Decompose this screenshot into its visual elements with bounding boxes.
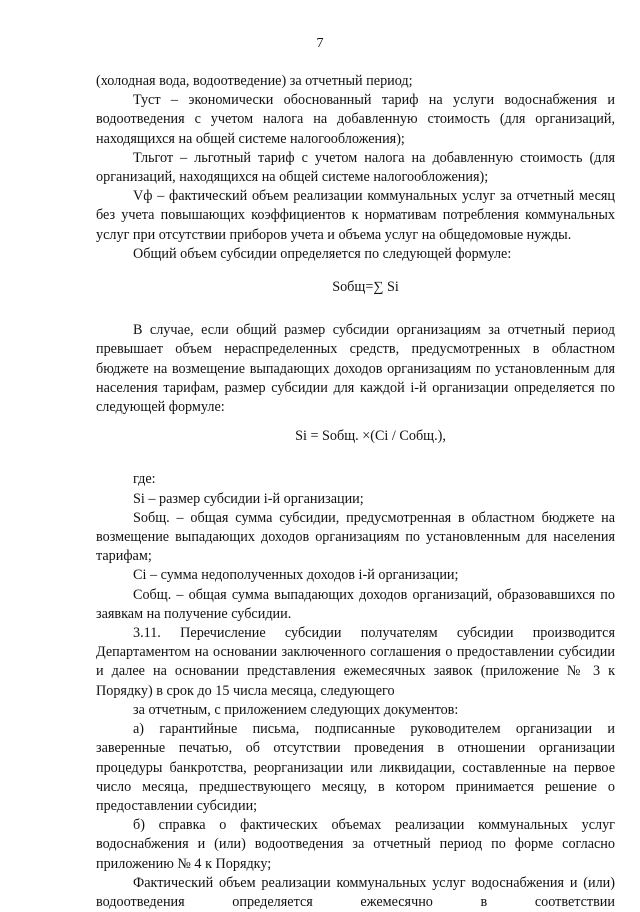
paragraph-item-b: б) справка о фактических объемах реализации коммунальных услуг водоснабжения и (или) водоотведения за отчетный период по форме согласно приложению № 4 к Порядку; <box>96 817 615 872</box>
paragraph-excess-case: В случае, если общий размер субсидии организациям за отчетный период превышает объем нераспределенных средств, предусмотренных в областном бюджете на возмещение выпадающих доходов организациям по установленным для населения тарифам, размер субсидии для каждой i-й организации определяется по следующей формуле: <box>96 322 615 416</box>
paragraph-vf-definition: Vф – фактический объем реализации коммунальных услуг за отчетный месяц без учета повышающих коэффициентов к нормативам потребления коммунальных услуг при отсутствии приборов учета и объема услуг на общедомовые нужды. <box>96 188 615 243</box>
paragraph-continuation: (холодная вода, водоотведение) за отчетный период; <box>96 73 413 89</box>
paragraph-tust-definition: Туст – экономически обоснованный тариф на услуги водоснабжения и водоотведения с учетом налога на добавленную стоимость (для организаций, находящихся на общей системе налогообложения); <box>96 92 615 147</box>
paragraph-cobsh-definition: Cобщ. – общая сумма выпадающих доходов организаций, образовавшихся по заявкам на получение субсидии. <box>96 586 615 622</box>
formula-si: Si = Sобщ. ×(Ci / Cобщ.), <box>295 428 446 445</box>
formula-total-subsidy: Sобщ=∑ Si <box>332 279 399 296</box>
paragraph-where: где: <box>133 471 156 488</box>
paragraph-clause-3-11: 3.11. Перечисление субсидии получателям субсидии производится Департаментом на основании заключенного соглашения о предоставлении субсидии и далее на основании представления ежемесячных заявок (приложение № 3 к Порядку) в срок до 15 числа месяца, следующего <box>96 625 615 699</box>
paragraph-ci-definition: Ci – сумма недополученных доходов i-й организации; <box>133 567 459 584</box>
paragraph-total-subsidy-intro: Общий объем субсидии определяется по следующей формуле: <box>133 245 512 262</box>
paragraph-item-a: а) гарантийные письма, подписанные руководителем организации и заверенные печатью, об отсутствии проведения в отношении организации процедуры банкротства, реорганизации или ликвидации, составленные на первое число месяца, предшествующего месяцу, в котором принимается решение о предоставлении субсидии; <box>96 721 615 814</box>
paragraph-tlgot-definition: Тльгот – льготный тариф с учетом налога на добавленную стоимость (для организаций, находящихся на общей системе налогообложения); <box>96 149 615 186</box>
paragraph-attachments-intro: за отчетным, с приложением следующих документов: <box>133 701 459 718</box>
page-number: 7 <box>316 36 324 51</box>
paragraph-sobsh-definition: Sобщ. – общая сумма субсидии, предусмотренная в областном бюджете на возмещение выпадающих доходов организациям по установленным для населения тарифам; <box>96 509 615 565</box>
document-body <box>96 72 615 912</box>
paragraph-si-definition: Si – размер субсидии i-й организации; <box>133 490 364 507</box>
paragraph-actual-volume: Фактический объем реализации коммунальных услуг водоснабжения и (или) водоотведения определяется ежемесячно в соответствии <box>96 874 615 910</box>
